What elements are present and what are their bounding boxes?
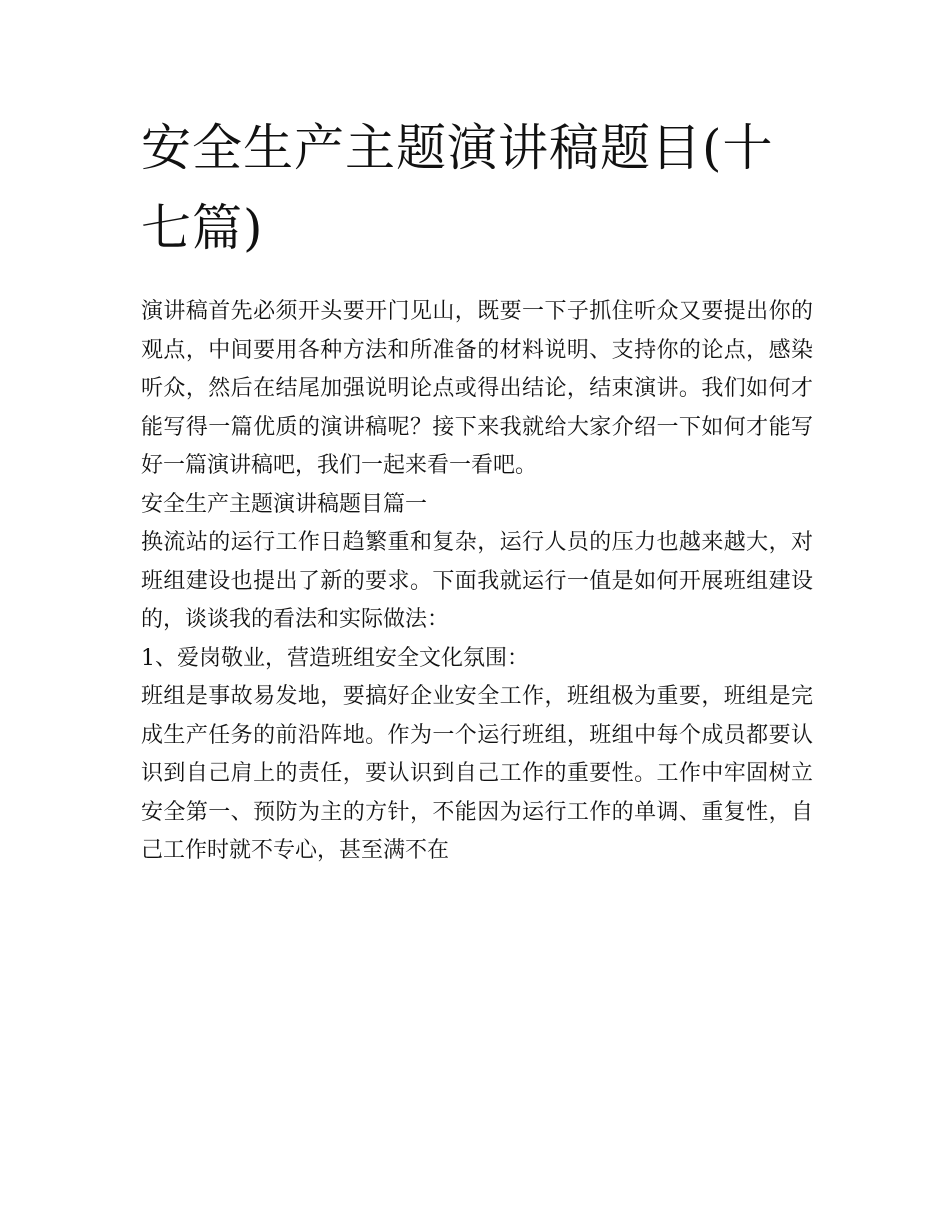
numbered-heading: 1、爱岗敬业，营造班组安全文化氛围：: [141, 645, 529, 671]
intro-paragraph: 演讲稿首先必须开头要开门见山，既要一下子抓住听众又要提出你的观点，中间要用各种方法和所准备的材料说明、支持你的论点，感染听众，然后在结尾加强说明论点或得出结论，结束演讲。我们如何才能写得一篇优质的演讲稿呢？接下来我就给大家介绍一下如何才能写好一篇演讲稿吧，我们一起来看一看吧。: [141, 299, 813, 478]
document-body: [141, 293, 813, 871]
body-paragraph: 班组是事故易发地，要搞好企业安全工作，班组极为重要，班组是完成生产任务的前沿阵地。作为一个运行班组，班组中每个成员都要认识到自己肩上的责任，要认识到自己工作的重要性。工作中牢固树立安全第一、预防为主的方针，不能因为运行工作的单调、重复性，自己工作时就不专心，甚至满不在: [141, 684, 813, 863]
document-title: 安全生产主题演讲稿题目(十七篇): [141, 119, 774, 257]
document-content: [141, 108, 813, 871]
section-heading: 安全生产主题演讲稿题目篇一: [141, 491, 428, 517]
body-paragraph: 换流站的运行工作日趋繁重和复杂，运行人员的压力也越来越大，对班组建设也提出了新的要求。下面我就运行一值是如何开展班组建设的，谈谈我的看法和实际做法：: [141, 530, 813, 632]
